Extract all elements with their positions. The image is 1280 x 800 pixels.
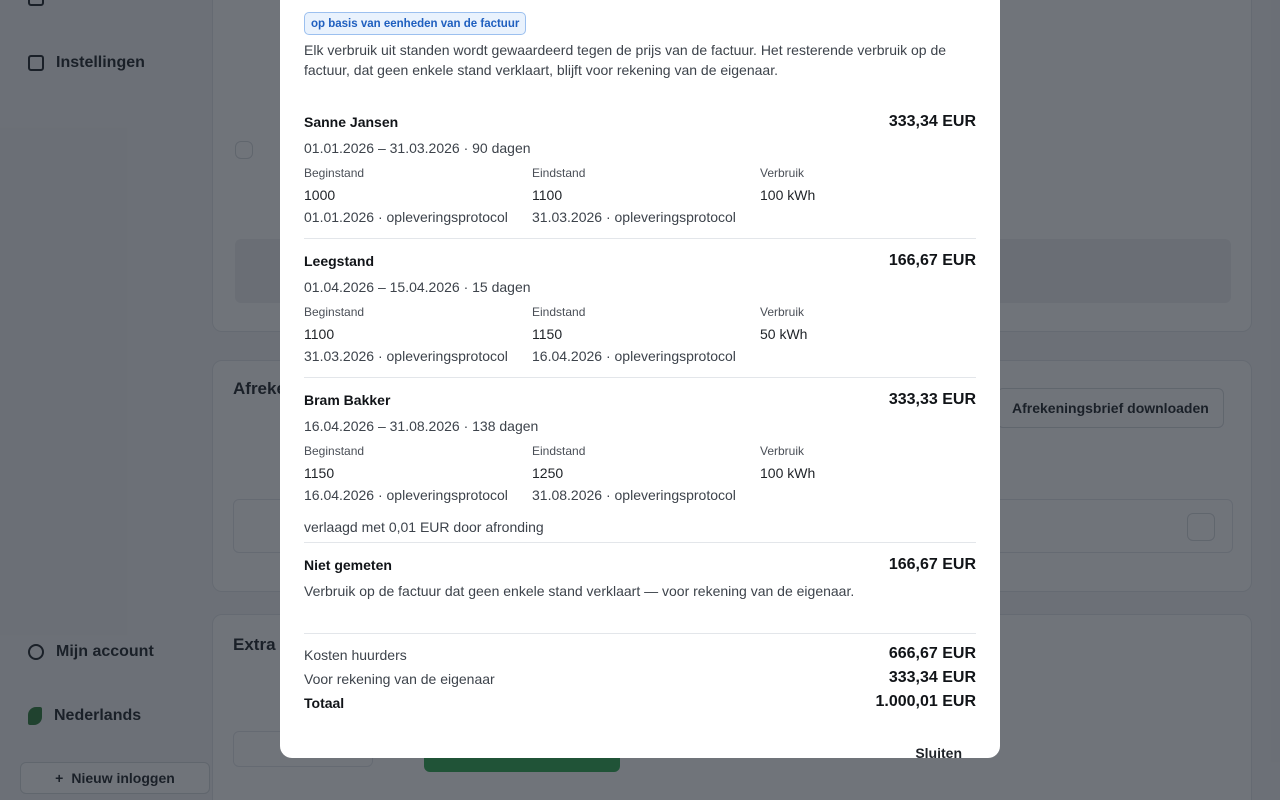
usage [760, 166, 815, 205]
tenants-cost-value: 666,67 EUR [888, 645, 976, 662]
start-label: Beginstand [304, 166, 365, 180]
end-source: 31.08.2026 · opleveringsprotocol [532, 487, 736, 503]
period-amount: 333,33 EUR [888, 391, 976, 408]
start-reading [304, 166, 508, 225]
period-amount: 166,67 EUR [888, 252, 976, 269]
end-source: 16.04.2026 · opleveringsprotocol [532, 348, 736, 364]
usage-value: 50 kWh [760, 326, 808, 342]
start-reading [304, 305, 508, 364]
period-name: Leegstand [304, 253, 375, 269]
divider [304, 633, 976, 634]
end-reading [532, 166, 736, 225]
start-source: 01.01.2026 · opleveringsprotocol [304, 209, 508, 225]
owner-cost-value: 333,34 EUR [888, 669, 976, 686]
start-label: Beginstand [304, 444, 365, 458]
end-value: 1150 [532, 326, 563, 342]
divider [304, 377, 976, 378]
start-source: 31.03.2026 · opleveringsprotocol [304, 348, 508, 364]
rounding-note: verlaagd met 0,01 EUR door afronding [304, 519, 544, 535]
start-value: 1100 [304, 326, 335, 342]
start-label: Beginstand [304, 305, 365, 319]
total-value: 1.000,01 EUR [875, 693, 976, 710]
unmeasured-section [304, 557, 976, 617]
start-value: 1150 [304, 465, 335, 481]
end-reading [532, 444, 736, 503]
usage-label: Verbruik [760, 444, 805, 458]
period-range: 01.04.2026 – 15.04.2026 · 15 dagen [304, 279, 531, 295]
period-name: Bram Bakker [304, 392, 391, 408]
period-section [304, 114, 976, 228]
end-label: Eindstand [532, 305, 586, 319]
totals-row-total [304, 693, 976, 713]
start-source: 16.04.2026 · opleveringsprotocol [304, 487, 508, 503]
period-range: 16.04.2026 – 31.08.2026 · 138 dagen [304, 418, 539, 434]
end-value: 1100 [532, 187, 563, 203]
period-section [304, 253, 976, 367]
end-source: 31.03.2026 · opleveringsprotocol [532, 209, 736, 225]
period-range: 01.01.2026 – 31.03.2026 · 90 dagen [304, 140, 531, 156]
unmeasured-amount: 166,67 EUR [888, 556, 976, 573]
end-value: 1250 [532, 465, 564, 481]
divider [304, 542, 976, 543]
usage-value: 100 kWh [760, 187, 816, 203]
period-amount: 333,34 EUR [888, 113, 976, 130]
period-name: Sanne Jansen [304, 114, 399, 130]
tenants-cost-label: Kosten huurders [304, 647, 407, 663]
end-label: Eindstand [532, 444, 586, 458]
usage-label: Verbruik [760, 166, 805, 180]
usage [760, 305, 807, 344]
close-button[interactable]: Sluiten [915, 745, 962, 758]
totals-row-tenants [304, 645, 976, 665]
owner-cost-label: Voor rekening van de eigenaar [304, 671, 495, 687]
usage [760, 444, 815, 483]
totals-row-owner [304, 669, 976, 689]
intro-text: Elk verbruik uit standen wordt gewaardeerd tegen de prijs van de factuur. Het resterende verbruik op de factuur, dat geen enkele stand verklaart, blijft voor rekening van de eigenaar. [304, 42, 947, 78]
usage-label: Verbruik [760, 305, 805, 319]
unmeasured-name: Niet gemeten [304, 557, 392, 573]
end-label: Eindstand [532, 166, 586, 180]
settlement-detail-modal [280, 0, 1000, 758]
start-reading [304, 444, 508, 503]
divider [304, 238, 976, 239]
method-badge: op basis van eenheden van de factuur [304, 12, 526, 35]
usage-value: 100 kWh [760, 465, 816, 481]
end-reading [532, 305, 736, 364]
period-section [304, 392, 976, 542]
unmeasured-description: Verbruik op de factuur dat geen enkele stand verklaart — voor rekening van de eigenaar. [304, 583, 855, 599]
total-label: Totaal [304, 695, 345, 711]
start-value: 1000 [304, 187, 336, 203]
